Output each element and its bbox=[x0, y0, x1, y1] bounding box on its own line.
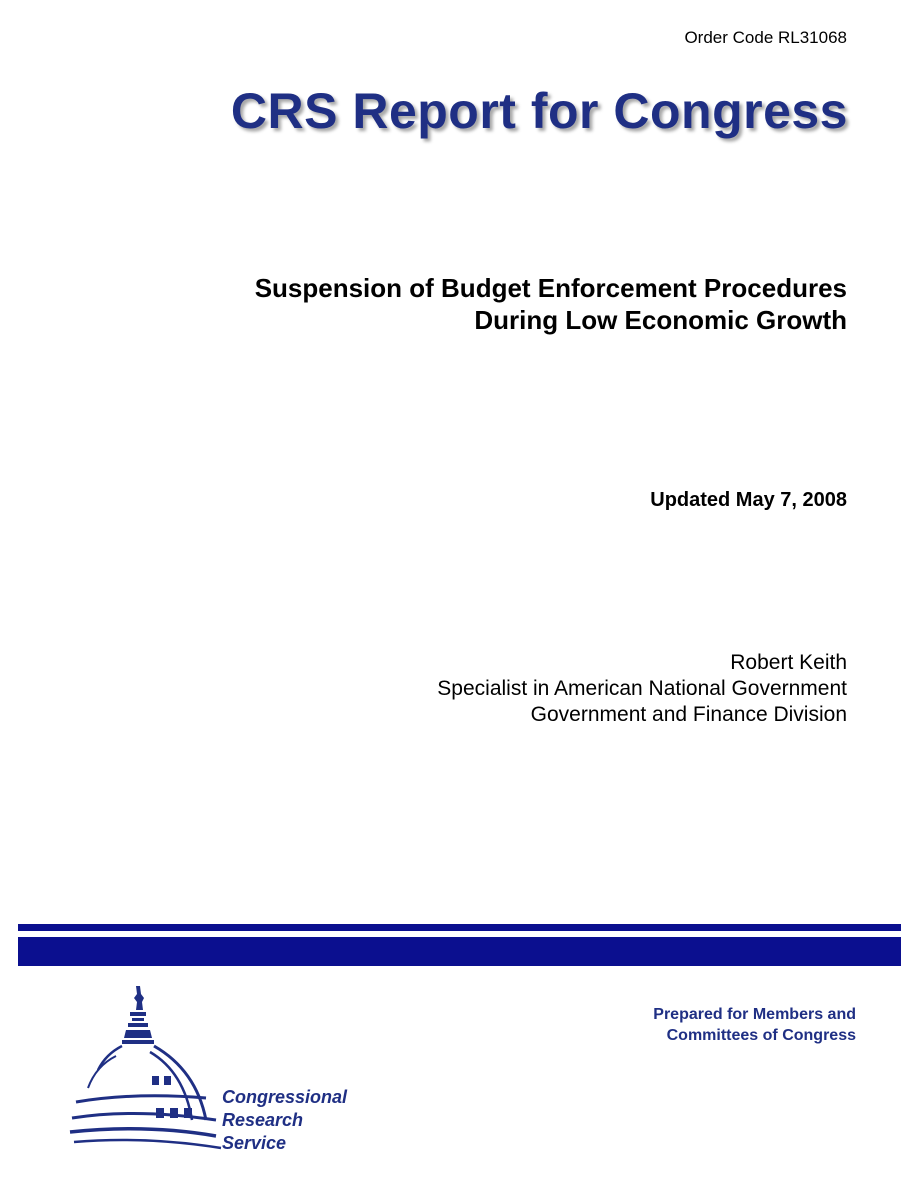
author-position: Specialist in American National Government bbox=[437, 677, 847, 700]
prepared-line-1: Prepared for Members and bbox=[653, 1006, 856, 1023]
report-title-line-1: Suspension of Budget Enforcement Procedures bbox=[254, 273, 847, 303]
divider-thick bbox=[18, 937, 901, 966]
logo-word-service: Service bbox=[222, 1133, 287, 1153]
prepared-for-note bbox=[653, 1004, 856, 1046]
author-block bbox=[437, 650, 847, 728]
prepared-line-2: Committees of Congress bbox=[666, 1027, 856, 1044]
report-title bbox=[87, 272, 847, 336]
report-title-line-2: During Low Economic Growth bbox=[474, 305, 847, 335]
logo-word-congressional: Congressional bbox=[222, 1087, 348, 1107]
author-division: Government and Finance Division bbox=[530, 703, 847, 726]
updated-date: Updated May 7, 2008 bbox=[650, 489, 847, 511]
order-code: Order Code RL31068 bbox=[684, 28, 847, 47]
logo-word-research: Research bbox=[222, 1110, 304, 1130]
author-name: Robert Keith bbox=[730, 651, 847, 674]
divider-thin bbox=[18, 924, 901, 931]
masthead-title: CRS Report for Congress bbox=[230, 83, 848, 139]
crs-logo-wordmark bbox=[222, 1086, 347, 1155]
